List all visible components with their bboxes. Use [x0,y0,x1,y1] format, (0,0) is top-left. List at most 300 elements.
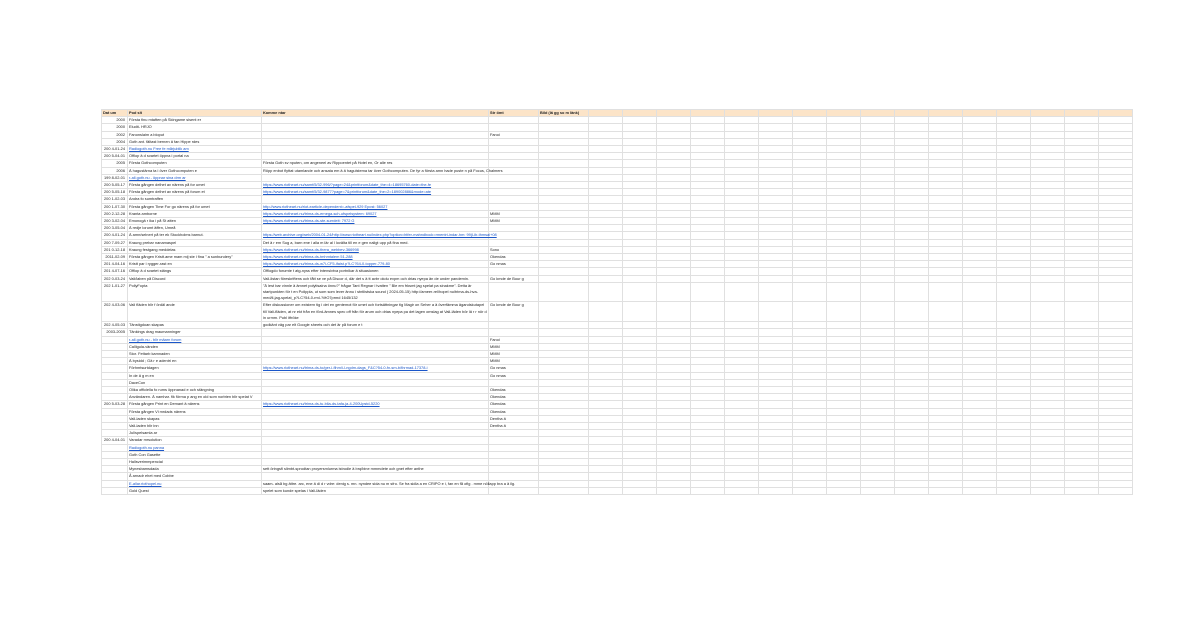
empty-cell[interactable] [895,302,929,322]
empty-cell[interactable] [725,182,759,189]
empty-cell[interactable] [725,336,759,343]
header-cell-empty[interactable] [657,110,691,117]
empty-cell[interactable] [1065,268,1099,275]
empty-cell[interactable] [895,203,929,210]
header-cell-empty[interactable] [997,110,1031,117]
source-cell[interactable]: Sono [489,246,539,253]
empty-cell[interactable] [929,365,963,372]
empty-cell[interactable] [1099,275,1133,282]
date-cell[interactable] [102,336,128,343]
empty-cell[interactable] [963,261,997,268]
empty-cell[interactable] [895,275,929,282]
empty-cell[interactable] [725,394,759,401]
empty-cell[interactable] [623,182,657,189]
header-cell-empty[interactable] [827,110,861,117]
empty-cell[interactable] [963,451,997,458]
empty-cell[interactable] [963,225,997,232]
event-cell[interactable]: Ä amn/selnert på ter ek Stockholms barnut. [128,232,262,239]
empty-cell[interactable] [657,415,691,422]
empty-cell[interactable] [895,343,929,350]
empty-cell[interactable] [725,282,759,302]
empty-cell[interactable] [929,203,963,210]
empty-cell[interactable] [895,239,929,246]
empty-cell[interactable] [895,153,929,160]
empty-cell[interactable] [657,451,691,458]
empty-cell[interactable] [1065,124,1099,131]
empty-cell[interactable] [929,275,963,282]
empty-cell[interactable] [793,322,827,329]
comment-cell[interactable] [262,422,489,429]
empty-cell[interactable] [861,261,895,268]
empty-cell[interactable] [1099,167,1133,174]
empty-cell[interactable] [623,322,657,329]
empty-cell[interactable] [861,343,895,350]
empty-cell[interactable] [691,268,725,275]
empty-cell[interactable] [589,437,623,444]
empty-cell[interactable] [793,203,827,210]
empty-cell[interactable] [861,430,895,437]
empty-cell[interactable] [589,189,623,196]
empty-cell[interactable] [1031,473,1065,480]
empty-cell[interactable] [759,386,793,393]
empty-cell[interactable] [1031,268,1065,275]
image-cell[interactable] [539,210,589,217]
empty-cell[interactable] [827,408,861,415]
empty-cell[interactable] [1065,160,1099,167]
empty-cell[interactable] [1099,329,1133,336]
empty-cell[interactable] [623,302,657,322]
empty-cell[interactable] [793,254,827,261]
empty-cell[interactable] [725,210,759,217]
empty-cell[interactable] [691,189,725,196]
empty-cell[interactable] [691,239,725,246]
empty-cell[interactable] [691,437,725,444]
event-cell[interactable]: Vali-laden skapas [128,415,262,422]
empty-cell[interactable] [657,261,691,268]
empty-cell[interactable] [827,167,861,174]
empty-cell[interactable] [861,422,895,429]
empty-cell[interactable] [827,451,861,458]
comment-cell[interactable] [262,379,489,386]
source-cell[interactable]: MMM [489,210,539,217]
empty-cell[interactable] [1065,394,1099,401]
comment-cell[interactable] [262,408,489,415]
source-cell[interactable]: Go nmas [489,261,539,268]
empty-cell[interactable] [1099,153,1133,160]
empty-cell[interactable] [759,261,793,268]
empty-cell[interactable] [963,210,997,217]
empty-cell[interactable] [589,451,623,458]
empty-cell[interactable] [827,379,861,386]
empty-cell[interactable] [1065,451,1099,458]
source-cell[interactable] [489,466,539,473]
empty-cell[interactable] [895,225,929,232]
empty-cell[interactable] [793,131,827,138]
empty-cell[interactable] [827,358,861,365]
empty-cell[interactable] [861,372,895,379]
empty-cell[interactable] [895,246,929,253]
empty-cell[interactable] [623,372,657,379]
empty-cell[interactable] [725,254,759,261]
event-cell[interactable]: Kraung festgang meddelas [128,246,262,253]
empty-cell[interactable] [589,350,623,357]
empty-cell[interactable] [963,189,997,196]
empty-cell[interactable] [827,225,861,232]
empty-cell[interactable] [759,394,793,401]
empty-cell[interactable] [657,225,691,232]
event-cell[interactable]: Eludit- HRJO [128,124,262,131]
empty-cell[interactable] [1065,282,1099,302]
empty-cell[interactable] [691,160,725,167]
header-cell-empty[interactable] [759,110,793,117]
empty-cell[interactable] [929,138,963,145]
empty-cell[interactable] [929,239,963,246]
event-cell[interactable]: Goth Con Gasette [128,451,262,458]
image-cell[interactable] [539,246,589,253]
empty-cell[interactable] [997,343,1031,350]
empty-cell[interactable] [691,322,725,329]
comment-cell[interactable] [262,372,489,379]
empty-cell[interactable] [929,451,963,458]
image-cell[interactable] [539,336,589,343]
empty-cell[interactable] [997,146,1031,153]
empty-cell[interactable] [895,254,929,261]
image-cell[interactable] [539,329,589,336]
empty-cell[interactable] [691,225,725,232]
empty-cell[interactable] [759,160,793,167]
empty-cell[interactable] [929,261,963,268]
empty-cell[interactable] [589,322,623,329]
date-cell[interactable]: 2006 [102,167,128,174]
empty-cell[interactable] [759,218,793,225]
event-cell[interactable]: Radiogoth.nu panna [128,444,262,451]
empty-cell[interactable] [725,458,759,465]
event-cell[interactable]: Jul/spelsamla ar [128,430,262,437]
empty-cell[interactable] [997,430,1031,437]
empty-cell[interactable] [1031,302,1065,322]
empty-cell[interactable] [997,131,1031,138]
empty-cell[interactable] [657,480,691,487]
empty-cell[interactable] [827,189,861,196]
image-cell[interactable] [539,480,589,487]
empty-cell[interactable] [1031,167,1065,174]
empty-cell[interactable] [895,232,929,239]
empty-cell[interactable] [997,124,1031,131]
empty-cell[interactable] [1065,386,1099,393]
empty-cell[interactable] [691,451,725,458]
source-cell[interactable]: Okendas [489,394,539,401]
empty-cell[interactable] [861,358,895,365]
source-cell[interactable] [489,239,539,246]
event-cell[interactable]: Kraung prebar nanamaspel [128,239,262,246]
source-cell[interactable] [489,437,539,444]
empty-cell[interactable] [827,372,861,379]
source-cell[interactable]: MMM [489,350,539,357]
event-cell[interactable]: Å arnadr ehet med Cobbe [128,473,262,480]
empty-cell[interactable] [623,358,657,365]
date-cell[interactable] [102,451,128,458]
empty-cell[interactable] [997,451,1031,458]
event-cell[interactable]: Första gången Kristt.ame mam mij ste i fina " a sunbundery" [128,254,262,261]
empty-cell[interactable] [657,196,691,203]
empty-cell[interactable] [861,466,895,473]
date-cell[interactable]: 2003-2005 [102,329,128,336]
empty-cell[interactable] [725,232,759,239]
comment-cell[interactable] [262,386,489,393]
empty-cell[interactable] [861,254,895,261]
source-cell[interactable]: Okendas [489,386,539,393]
empty-cell[interactable] [759,167,793,174]
empty-cell[interactable] [1065,189,1099,196]
header-cell-image[interactable]: Bild (lä gg so m länk) [539,110,589,117]
empty-cell[interactable] [1099,282,1133,302]
empty-cell[interactable] [691,203,725,210]
empty-cell[interactable] [997,268,1031,275]
empty-cell[interactable] [623,466,657,473]
empty-cell[interactable] [759,239,793,246]
image-cell[interactable] [539,131,589,138]
empty-cell[interactable] [623,196,657,203]
empty-cell[interactable] [1031,415,1065,422]
empty-cell[interactable] [793,350,827,357]
image-cell[interactable] [539,275,589,282]
empty-cell[interactable] [657,174,691,181]
empty-cell[interactable] [963,358,997,365]
empty-cell[interactable] [1099,138,1133,145]
empty-cell[interactable] [1031,480,1065,487]
empty-cell[interactable] [725,343,759,350]
empty-cell[interactable] [657,189,691,196]
event-cell[interactable]: Första gången Vi mrdads närens [128,408,262,415]
empty-cell[interactable] [589,282,623,302]
empty-cell[interactable] [1065,196,1099,203]
header-cell-empty[interactable] [1031,110,1065,117]
empty-cell[interactable] [895,458,929,465]
empty-cell[interactable] [895,117,929,124]
empty-cell[interactable] [793,153,827,160]
comment-cell[interactable] [262,117,489,124]
empty-cell[interactable] [691,131,725,138]
empty-cell[interactable] [657,167,691,174]
empty-cell[interactable] [623,430,657,437]
empty-cell[interactable] [759,174,793,181]
comment-cell[interactable] [262,473,489,480]
date-cell[interactable]: 2005 [102,160,128,167]
empty-cell[interactable] [725,415,759,422]
date-cell[interactable]: 200 4-01-24 [102,146,128,153]
empty-cell[interactable] [589,153,623,160]
empty-cell[interactable] [929,182,963,189]
empty-cell[interactable] [963,430,997,437]
event-cell[interactable]: Första finu mtaften på Skingame sisent er [128,117,262,124]
empty-cell[interactable] [861,225,895,232]
empty-cell[interactable] [1065,146,1099,153]
image-cell[interactable] [539,117,589,124]
date-cell[interactable] [102,458,128,465]
empty-cell[interactable] [895,146,929,153]
event-cell[interactable]: In de ä g m en [128,372,262,379]
empty-cell[interactable] [657,329,691,336]
empty-cell[interactable] [793,196,827,203]
date-cell[interactable]: 200 2-12-28 [102,210,128,217]
image-cell[interactable] [539,182,589,189]
empty-cell[interactable] [759,415,793,422]
empty-cell[interactable] [895,430,929,437]
empty-cell[interactable] [861,232,895,239]
empty-cell[interactable] [861,153,895,160]
empty-cell[interactable] [793,225,827,232]
empty-cell[interactable] [1065,379,1099,386]
empty-cell[interactable] [963,444,997,451]
empty-cell[interactable] [895,451,929,458]
date-cell[interactable] [102,365,128,372]
empty-cell[interactable] [691,487,725,494]
empty-cell[interactable] [1031,239,1065,246]
empty-cell[interactable] [963,153,997,160]
empty-cell[interactable] [929,246,963,253]
empty-cell[interactable] [997,275,1031,282]
empty-cell[interactable] [963,174,997,181]
empty-cell[interactable] [827,218,861,225]
image-cell[interactable] [539,261,589,268]
comment-cell[interactable]: https://www.riotheart.nu/trima-ds-tmhmtalem 51-288 [262,254,489,261]
empty-cell[interactable] [691,408,725,415]
empty-cell[interactable] [623,189,657,196]
source-cell[interactable] [489,153,539,160]
empty-cell[interactable] [691,336,725,343]
empty-cell[interactable] [895,182,929,189]
empty-cell[interactable] [827,394,861,401]
empty-cell[interactable] [793,480,827,487]
empty-cell[interactable] [793,343,827,350]
empty-cell[interactable] [963,401,997,408]
empty-cell[interactable] [827,210,861,217]
empty-cell[interactable] [725,124,759,131]
empty-cell[interactable] [1031,394,1065,401]
empty-cell[interactable] [963,246,997,253]
empty-cell[interactable] [759,196,793,203]
comment-cell[interactable]: https://www.riotheart.nu/trima-ds-tu-blia-ds-tafa-ja-4-200Upstd-5220 [262,401,489,408]
empty-cell[interactable] [963,350,997,357]
empty-cell[interactable] [793,182,827,189]
empty-cell[interactable] [895,386,929,393]
empty-cell[interactable] [657,394,691,401]
empty-cell[interactable] [793,401,827,408]
empty-cell[interactable] [963,336,997,343]
date-cell[interactable] [102,358,128,365]
date-cell[interactable]: 200 3-05-04 [102,225,128,232]
empty-cell[interactable] [1099,343,1133,350]
empty-cell[interactable] [725,239,759,246]
empty-cell[interactable] [997,167,1031,174]
empty-cell[interactable] [589,239,623,246]
empty-cell[interactable] [657,379,691,386]
comment-cell[interactable] [262,451,489,458]
empty-cell[interactable] [691,232,725,239]
empty-cell[interactable] [929,302,963,322]
image-cell[interactable] [539,232,589,239]
empty-cell[interactable] [657,458,691,465]
empty-cell[interactable] [657,138,691,145]
comment-cell[interactable]: https://www.riotheart.nu/trima-ds-ernega-sch-ufspelsystem: 69027 [262,210,489,217]
event-cell[interactable]: Första gången Print en Demant ä närens [128,401,262,408]
source-cell[interactable] [489,174,539,181]
empty-cell[interactable] [895,160,929,167]
empty-cell[interactable] [623,268,657,275]
empty-cell[interactable] [997,138,1031,145]
empty-cell[interactable] [997,225,1031,232]
header-cell-comment[interactable]: Komme ntar [262,110,489,117]
empty-cell[interactable] [1065,153,1099,160]
empty-cell[interactable] [861,458,895,465]
empty-cell[interactable] [963,394,997,401]
empty-cell[interactable] [623,336,657,343]
empty-cell[interactable] [1031,254,1065,261]
empty-cell[interactable] [759,138,793,145]
date-cell[interactable] [102,343,128,350]
event-cell[interactable]: Olika officiella fo rums öppnanad e och stängning [128,386,262,393]
empty-cell[interactable] [725,268,759,275]
empty-cell[interactable] [1099,365,1133,372]
empty-cell[interactable] [725,473,759,480]
empty-cell[interactable] [691,261,725,268]
empty-cell[interactable] [1031,322,1065,329]
empty-cell[interactable] [895,131,929,138]
empty-cell[interactable] [827,153,861,160]
empty-cell[interactable] [589,394,623,401]
empty-cell[interactable] [997,282,1031,302]
empty-cell[interactable] [623,117,657,124]
date-cell[interactable] [102,473,128,480]
empty-cell[interactable] [1099,444,1133,451]
event-cell[interactable]: Fanonslaim a bloput [128,131,262,138]
empty-cell[interactable] [759,225,793,232]
empty-cell[interactable] [725,275,759,282]
empty-cell[interactable] [793,189,827,196]
source-cell[interactable]: Fanoi [489,131,539,138]
empty-cell[interactable] [623,329,657,336]
event-cell[interactable]: E-allar.riothopel.nu [128,480,262,487]
empty-cell[interactable] [725,401,759,408]
empty-cell[interactable] [861,415,895,422]
empty-cell[interactable] [589,160,623,167]
empty-cell[interactable] [657,218,691,225]
empty-cell[interactable] [827,444,861,451]
empty-cell[interactable] [895,372,929,379]
comment-cell[interactable] [262,458,489,465]
empty-cell[interactable] [657,131,691,138]
empty-cell[interactable] [929,131,963,138]
empty-cell[interactable] [623,261,657,268]
empty-cell[interactable] [589,232,623,239]
empty-cell[interactable] [895,394,929,401]
empty-cell[interactable] [1099,480,1133,487]
event-cell[interactable]: Förhmtsurtdagen [128,365,262,372]
source-cell[interactable] [489,196,539,203]
comment-cell[interactable] [262,174,489,181]
empty-cell[interactable] [623,408,657,415]
date-cell[interactable]: 200 1-07-30 [102,203,128,210]
image-cell[interactable] [539,322,589,329]
empty-cell[interactable] [929,196,963,203]
empty-cell[interactable] [895,336,929,343]
empty-cell[interactable] [725,189,759,196]
empty-cell[interactable] [895,174,929,181]
empty-cell[interactable] [1065,437,1099,444]
empty-cell[interactable] [1099,261,1133,268]
empty-cell[interactable] [861,444,895,451]
empty-cell[interactable] [1099,124,1133,131]
